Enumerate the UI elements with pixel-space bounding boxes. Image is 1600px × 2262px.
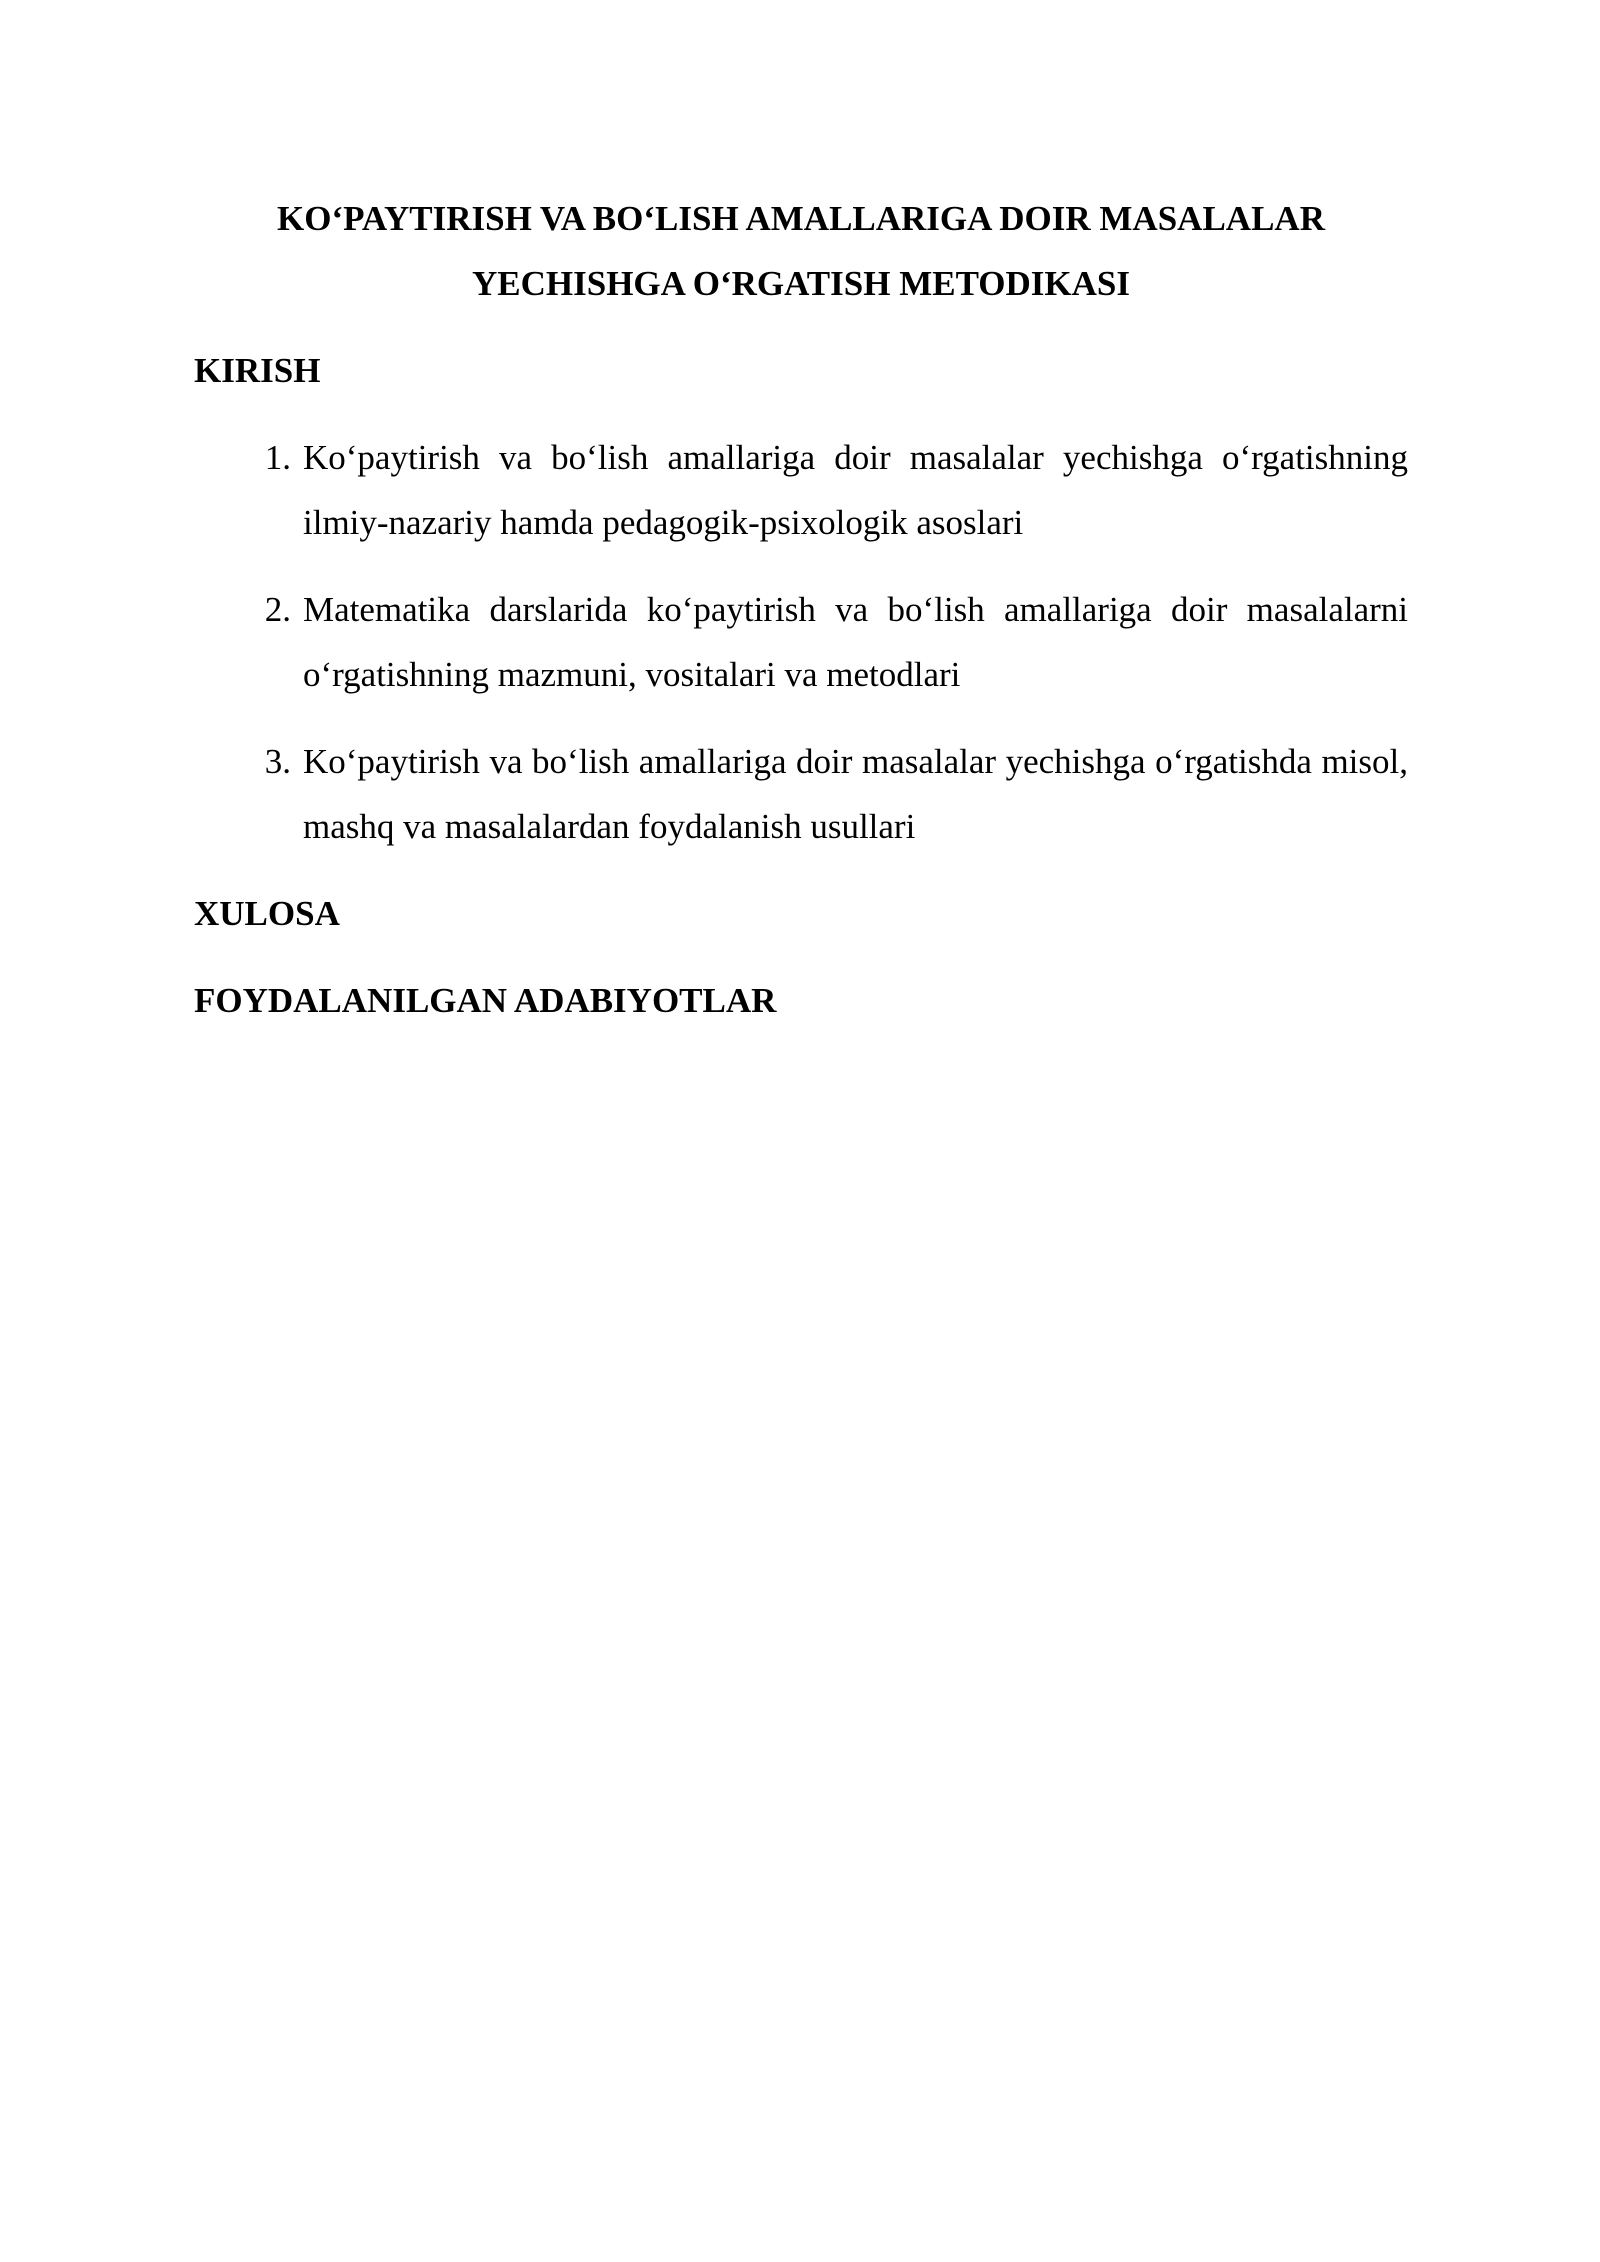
toc-item-number: 2.	[264, 590, 291, 629]
toc-item-text: Matematika darslarida ko‘paytirish va bo‘lish amallariga doir masalalarni o‘rgatishning mazmuni, vositalari va metodlari	[303, 590, 1408, 694]
section-heading-xulosa: XULOSA	[194, 894, 340, 933]
table-of-contents-list	[194, 425, 1408, 859]
toc-item-1	[194, 425, 1408, 555]
document-title	[194, 186, 1408, 316]
toc-item-text: Ko‘paytirish va bo‘lish amallariga doir masalalar yechishga o‘rgatishning ilmiy-nazariy hamda pedagogik-psixologik asoslari	[303, 438, 1408, 542]
toc-item-text: Ko‘paytirish va bo‘lish amallariga doir masalalar yechishga o‘rgatishda misol, mashq va masalalardan foydalanish usullari	[303, 742, 1408, 846]
section-heading-references: FOYDALANILGAN ADABIYOTLAR	[194, 981, 777, 1020]
toc-item-number: 1.	[264, 438, 291, 477]
section-heading-kirish: KIRISH	[194, 351, 321, 390]
document-content	[194, 186, 1408, 1033]
toc-item-2	[194, 577, 1408, 707]
toc-item-number: 3.	[264, 742, 291, 781]
document-title-line-1: KO‘PAYTIRISH VA BO‘LISH AMALLARIGA DOIR MASALALAR	[277, 199, 1325, 238]
toc-item-3	[194, 729, 1408, 859]
document-title-line-2: YECHISHGA O‘RGATISH METODIKASI	[471, 264, 1130, 303]
